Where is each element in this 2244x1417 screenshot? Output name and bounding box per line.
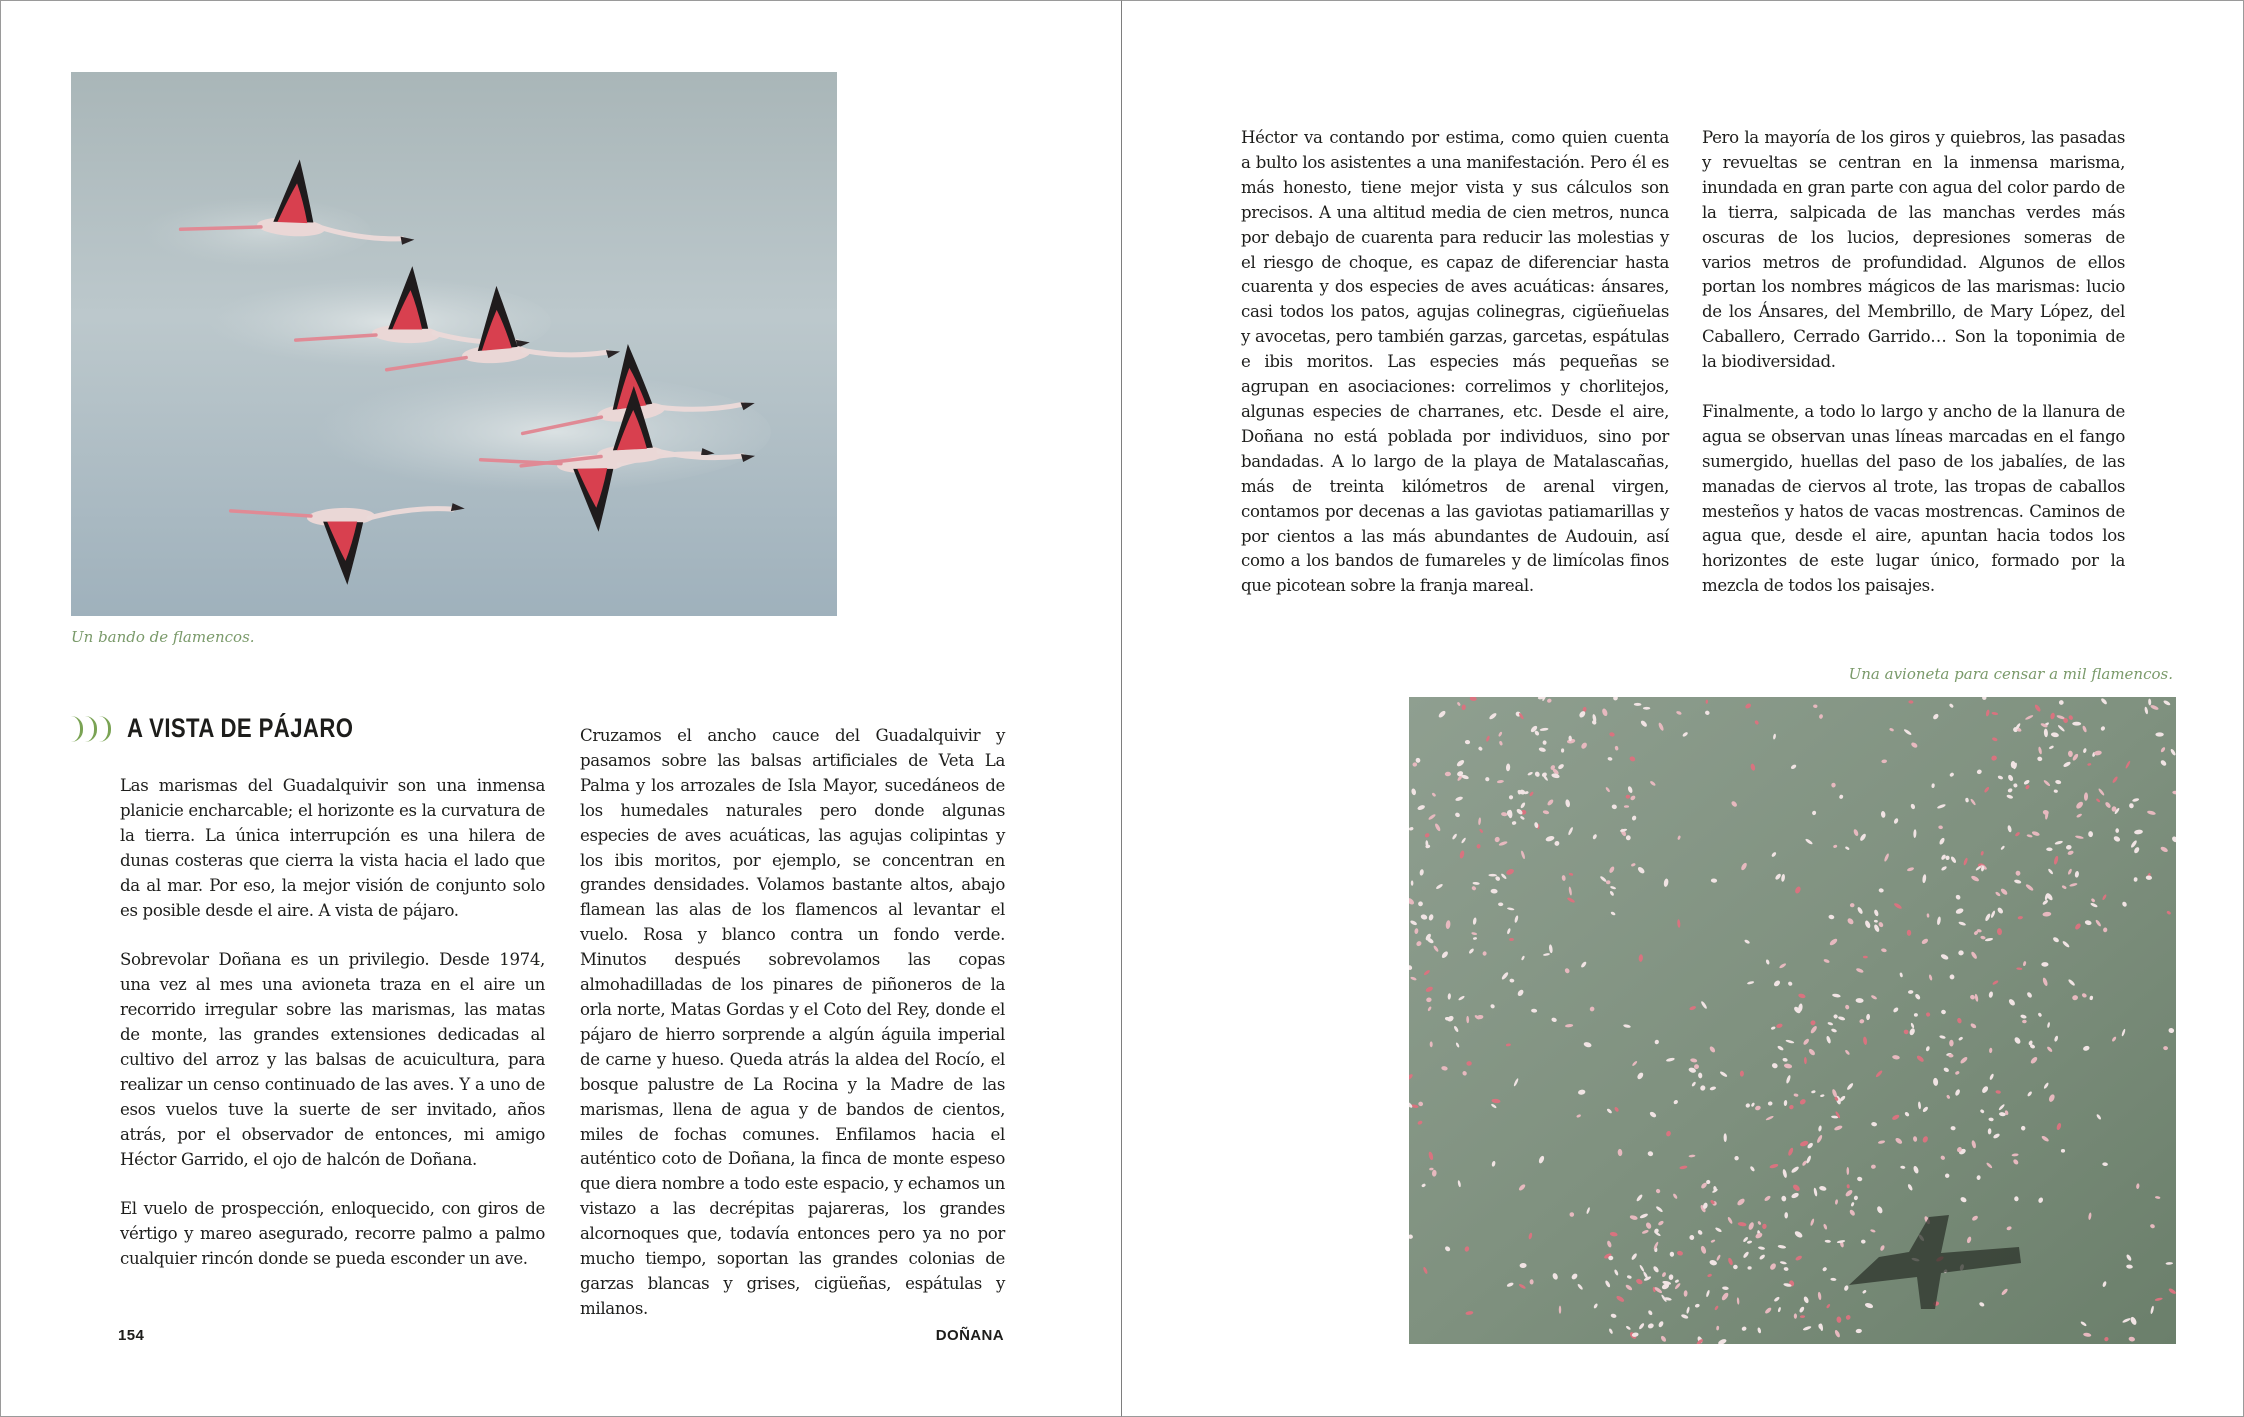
paragraph: Cruzamos el ancho cauce del Guadalquivir y pasamos sobre las balsas artificiales de Veta La Palma y los arrozales de Isla Mayor, sucedáneos de los humedales naturales pero donde algunas especies de aves acuáticas, las agujas colipintas y los ibis moritos, por ejemplo, se concentran en grandes densidades. Volamos bastante altos, abajo flamean las alas de los flamencos al levantar el vuelo. Rosa y blanco contra un fondo verde. Minutos después sobrevolamos las copas almohadilladas de los pinares de piñoneros de la orla norte, Matas Gordas y el Coto del Rey, donde el pájaro de hierro sorprende a algún águila imperial de carne y hueso. Queda atrás la aldea del Rocío, el bosque palustre de La Rocina y la Madre de las marismas, llena de agua y de bandos de cientos, miles de fochas comunes. Enfilamos hacia el auténtico coto de Doñana, la finca de monte espeso que diera nombre a todo este espacio, y echamos un vistazo a las decrépitas pajareras, los grandes alcornoques que, todavía entonces pero ya no por mucho tiempo, soportan las grandes colonias de garzas blancas y grises, cigüeñas, espátulas y milanos. — [580, 726, 1005, 1318]
paragraph: Sobrevolar Doñana es un privilegio. Desde 1974, una vez al mes una avioneta traza en el aire un recorrido irregular sobre las marismas, las matas de monte, las grandes extensiones dedicadas al cultivo del arroz y las balsas de acuicultura, para realizar un censo continuado de las aves. Y a uno de esos vuelos tuve la suerte de ser invitado, años atrás, por el observador de entonces, mi amigo Héctor Garrido, el ojo de halcón de Doñana. — [120, 950, 545, 1169]
section-title: A VISTA DE PÁJARO — [127, 713, 354, 743]
running-title: DOÑANA — [935, 1327, 1004, 1344]
flamingo-dot — [1949, 1040, 1953, 1047]
page-number: 154 — [118, 1327, 145, 1344]
flamingo-dot — [2115, 828, 2119, 833]
text-column-2 — [580, 724, 1005, 1322]
paragraph: Las marismas del Guadalquivir son una inmensa planicie encharcable; el horizonte es la curvatura de la tierra. La única interrupción es una hilera de dunas costeras que cierra la vista hacia el lado que da al mar. Por eso, la mejor visión de conjunto solo es posible desde el aire. A vista de pájaro. — [120, 776, 545, 920]
flamingo-dot — [2041, 962, 2048, 967]
left-page — [0, 0, 1121, 1417]
paragraph: Pero la mayoría de los giros y quiebros, las pasadas y revueltas se centran en la inmensa marisma, inundada en gran parte con agua del color pardo de la tierra, salpicada de las manchas verdes más oscuras de los lucios, depresiones someras de varios metros de profundidad. Algunos de ellos portan los nombres mágicos de las marismas: lucio de los Ánsares, del Membrillo, de Mary López, del Caballero, Cerrado Garrido… Son la toponimia de la biodiversidad. — [1702, 128, 2125, 372]
text-column-1 — [1241, 126, 1669, 599]
flamingos-in-flight-photo — [71, 72, 837, 616]
flamingo-dot — [1794, 1313, 1797, 1318]
right-page — [1121, 0, 2244, 1417]
text-column-1 — [120, 774, 545, 1272]
text-column-2 — [1702, 126, 2125, 599]
flamingo-dot — [1643, 707, 1650, 710]
triple-arc-icon — [71, 716, 113, 742]
paragraph: El vuelo de prospección, enloquecido, con giros de vértigo y mareo asegurado, recorre palmo a palmo cualquier rincón donde se pueda esconder un ave. — [120, 1199, 545, 1269]
aerial-flamingo-flock-photo — [1409, 697, 2176, 1344]
paragraph: Héctor va contando por estima, como quien cuenta a bulto los asistentes a una manifestación. Pero él es más honesto, tiene mejor vista y sus cálculos son precisos. A una altitud media de cien metros, nunca por debajo de cuarenta para reducir las molestias y el riesgo de choque, es capaz de diferenciar hasta cuarenta y dos especies de aves acuáticas: ánsares, casi todos los patos, agujas colinegras, cigüeñuelas y avocetas, pero también garzas, garcetas, espátulas e ibis moritos. Las especies más pequeñas se agrupan en asociaciones: correlimos y chorlitejos, algunas especies de charranes, etc. Desde el aire, Doñana no está poblada por individuos, sino por bandadas. A lo largo de la playa de Matalascañas, más de treinta kilómetros de arenal virgen, contamos por decenas a las gaviotas patiamarillas y por cientos a las más abundantes de Audouin, así como a los bandos de fumareles y de limícolas finos que picotean sobre la franja mareal. — [1241, 128, 1669, 596]
photo-caption: Un bando de flamencos. — [71, 628, 255, 646]
paragraph: Finalmente, a todo lo largo y ancho de la llanura de agua se observan unas líneas marcadas en el fango sumergido, huellas del paso de los jabalíes, de las manadas de ciervos al trote, las tropas de caballos mesteños y hatos de vacas mostrencas. Caminos de agua que, desde el aire, apuntan hacia todos los horizontes de este lugar único, formado por la mezcla de todos los paisajes. — [1702, 401, 2125, 596]
flamingo-dot — [2155, 732, 2163, 736]
flamingo-dot — [1559, 1306, 1561, 1314]
section-heading — [71, 713, 403, 744]
photo-caption: Una avioneta para censar a mil flamencos. — [1848, 665, 2173, 683]
